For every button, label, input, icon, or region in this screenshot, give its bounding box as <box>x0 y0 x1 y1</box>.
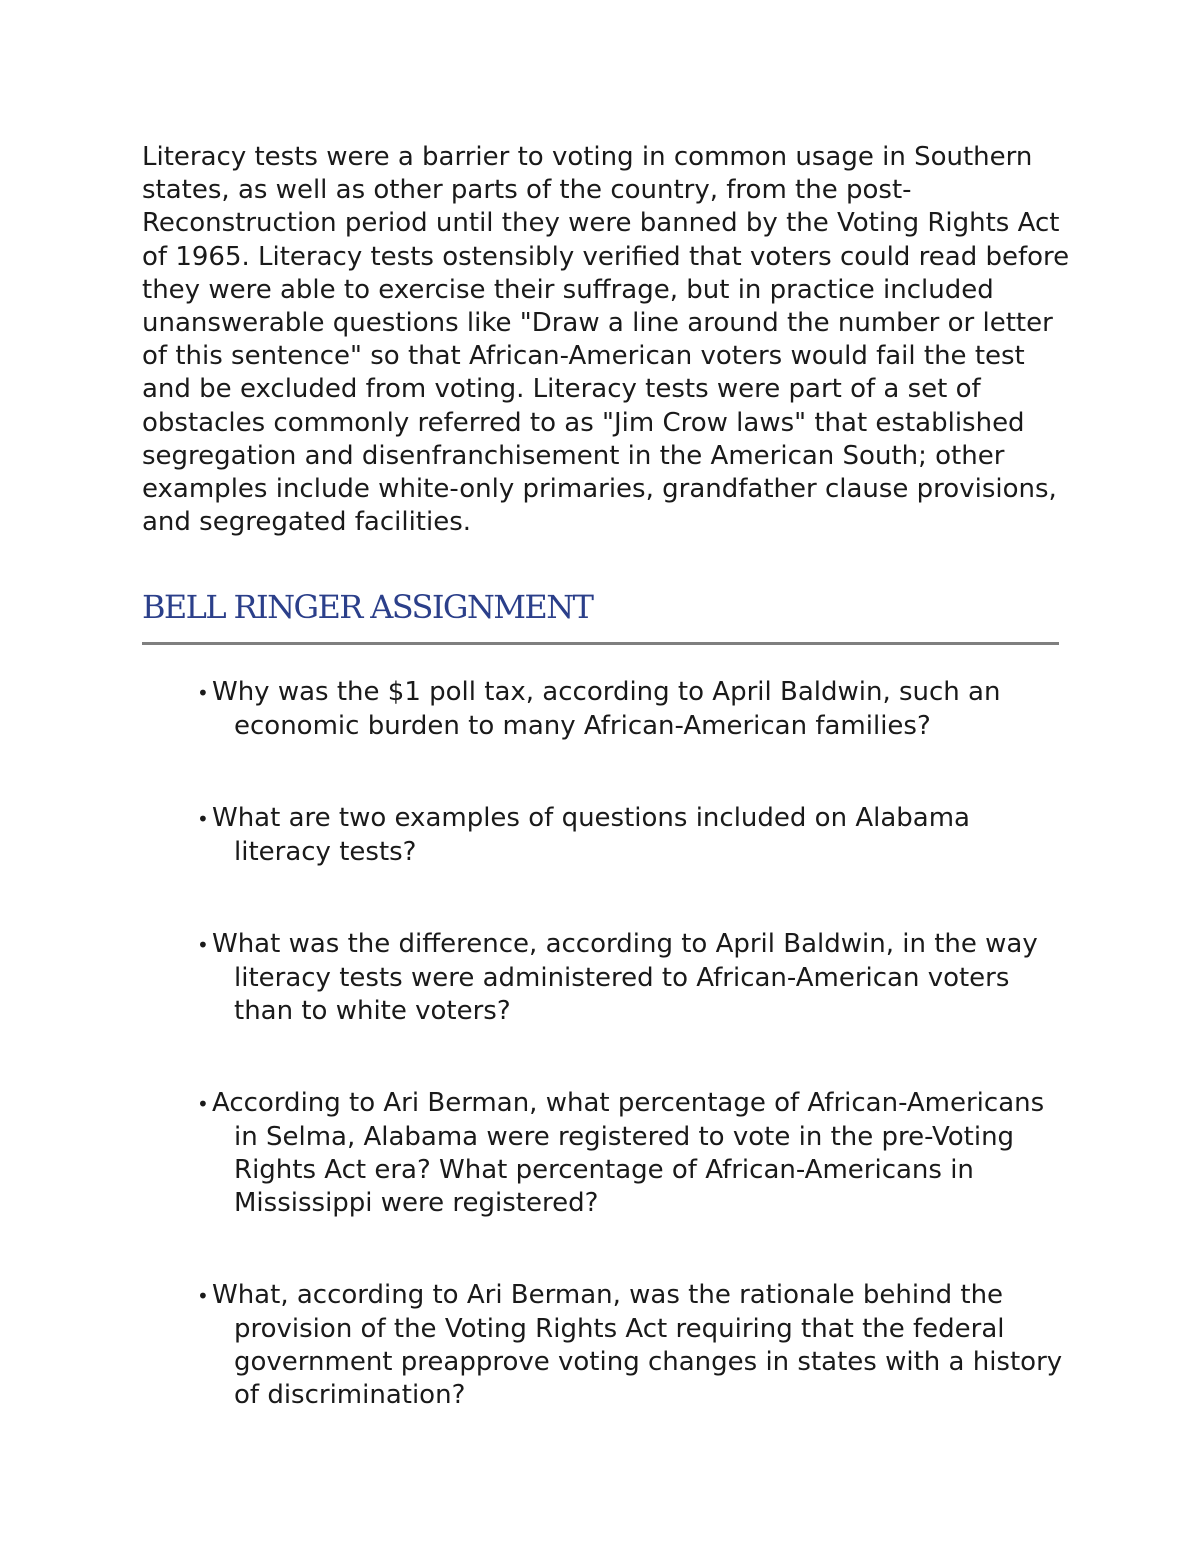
question-text: Why was the $1 poll tax, according to April Baldwin, such an economic burden to many African-American families? <box>212 677 1001 741</box>
question-list <box>197 676 1067 1412</box>
bullet-icon: • <box>197 807 209 831</box>
question-item <box>197 1279 1067 1412</box>
section-heading: BELL RINGER ASSIGNMENT <box>142 588 593 626</box>
question-item <box>197 676 1067 743</box>
intro-paragraph: Literacy tests were a barrier to voting in common usage in Southern states, as well as other parts of the country, from the post-Reconstruction period until they were banned by the Voting Rights Act of 1965. Literacy tests ostensibly verified that voters could read before they were able to exercise their suffrage, but in practice included unanswerable questions like "Draw a line around the number or letter of this sentence" so that African-American voters would fail the test and be excluded from voting. Literacy tests were part of a set of obstacles commonly referred to as "Jim Crow laws" that established segregation and disenfranchisement in the American South; other examples include white-only primaries, grandfather clause provisions, and segregated facilities. <box>142 142 1070 538</box>
question-text: What was the difference, according to April Baldwin, in the way literacy tests were administered to African-American voters than to white voters? <box>212 929 1038 1026</box>
question-text: What, according to Ari Berman, was the rationale behind the provision of the Voting Rights Act requiring that the federal government preapprove voting changes in states with a history of discrimination? <box>212 1280 1063 1410</box>
bullet-icon: • <box>197 1092 209 1116</box>
question-text: What are two examples of questions included on Alabama literacy tests? <box>212 803 970 867</box>
question-item <box>197 802 1067 869</box>
heading-divider <box>142 642 1059 645</box>
question-item <box>197 1087 1067 1220</box>
bullet-icon: • <box>197 933 209 957</box>
question-item <box>197 928 1067 1028</box>
bullet-icon: • <box>197 681 209 705</box>
question-text: According to Ari Berman, what percentage of African-Americans in Selma, Alabama were registered to vote in the pre-Voting Rights Act era? What percentage of African-Americans in Mississippi were registered? <box>212 1088 1045 1218</box>
bullet-icon: • <box>197 1284 209 1308</box>
